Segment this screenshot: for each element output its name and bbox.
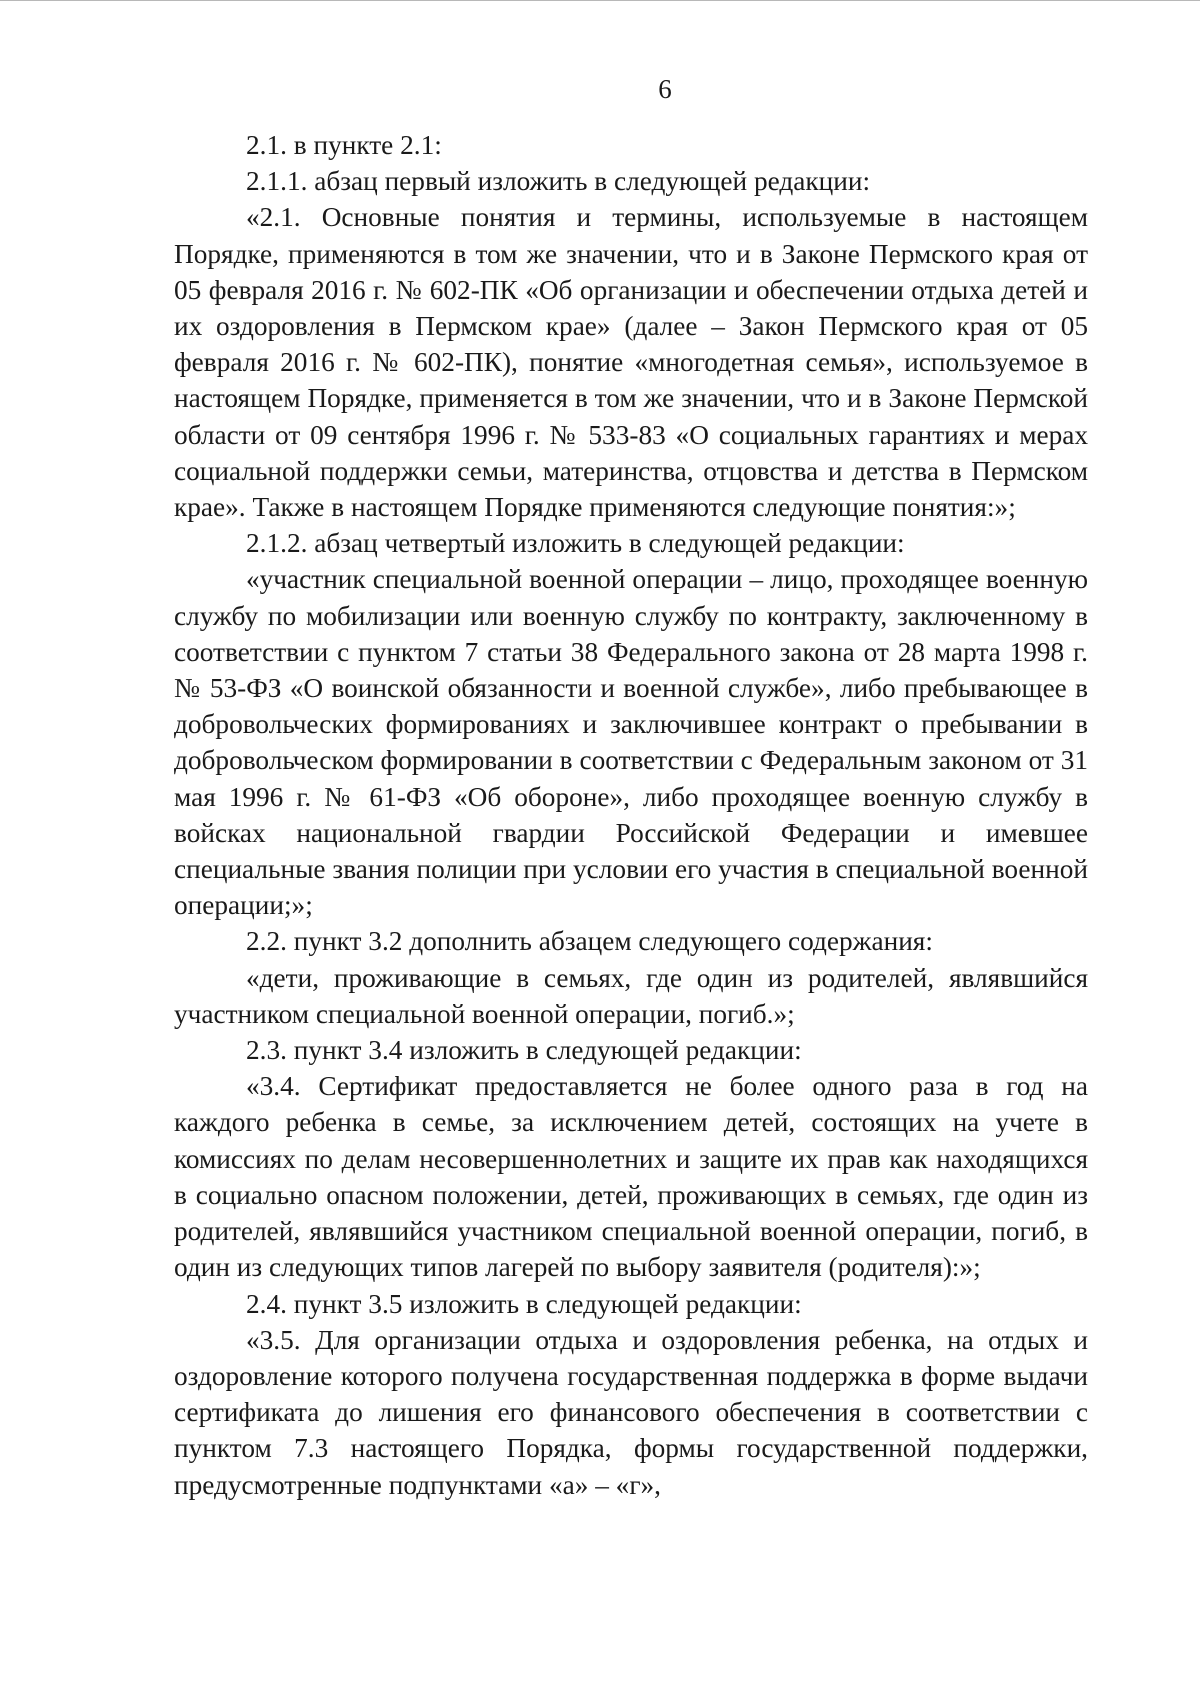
paragraph-2-1: 2.1. в пункте 2.1: — [246, 130, 442, 160]
paragraph-2-2: 2.2. пункт 3.2 дополнить абзацем следующего содержания: — [246, 926, 933, 957]
paragraph-2-4: 2.4. пункт 3.5 изложить в следующей редакции: — [246, 1288, 802, 1319]
quoted-paragraph-2-1: «2.1. Основные понятия и термины, используемые в настоящем Порядке, применяются в том же значении, что и в Законе Пермского края от 05 февраля 2016 г. № 602-ПК «Об организации и обеспечении отдыха детей и их оздоровления в Пермском крае» (далее – Закон Пермского края от 05 февраля 2016 г. № 602-ПК), понятие «многодетная семья», используемое в настоящем Порядке, применяется в том же значении, что и в Законе Пермской области от 09 сентября 1996 г. № 533-83 «О социальных гарантиях и мерах социальной поддержки семьи, материнства, отцовства и детства в Пермском крае». Также в настоящем Порядке применяются следующие понятия:»; — [174, 202, 1088, 523]
quoted-paragraph-children: «дети, проживающие в семьях, где один из родителей, являвшийся участником специальной военной операции, погиб.»; — [174, 962, 1088, 1029]
paragraph-2-3: 2.3. пункт 3.4 изложить в следующей редакции: — [246, 1035, 802, 1066]
paragraph-2-1-2: 2.1.2. абзац четвертый изложить в следующей редакции: — [246, 528, 905, 559]
quoted-paragraph-3-4: «3.4. Сертификат предоставляется не более одного раза в год на каждого ребенка в семье, за исключением детей, состоящих на учете в комиссиях по делам несовершеннолетних и защите их прав как находящихся в социально опасном положении, детей, проживающих в семьях, где один из родителей, являвшийся участником специальной военной операции, погиб, в один из следующих типов лагерей по выбору заявителя (родителя):»; — [174, 1071, 1088, 1283]
quoted-paragraph-3-5: «3.5. Для организации отдыха и оздоровления ребенка, на отдых и оздоровление которого получена государственная поддержка в форме выдачи сертификата до лишения его финансового обеспечения в соответствии с пунктом 7.3 настоящего Порядка, формы государственной поддержки, предусмотренные подпунктами «а» – «г», — [174, 1324, 1088, 1500]
quoted-paragraph-participant-definition: «участник специальной военной операции – лицо, проходящее военную службу по мобилизации или военную службу по контракту, заключенному в соответствии с пунктом 7 статьи 38 Федерального закона от 28 марта 1998 г. № 53-ФЗ «О воинской обязанности и военной службе», либо пребывающее в добровольческих формированиях и заключившее контракт о пребывании в добровольческом формировании в соответствии с Федеральным законом от 31 мая 1996 г. № 61-ФЗ «Об обороне», либо проходящее военную службу в войсках национальной гвардии Российской Федерации и имевшее специальные звания полиции при условии его участия в специальной военной операции;»; — [174, 564, 1088, 921]
page-number: 6 — [658, 74, 672, 104]
paragraph-2-1-1: 2.1.1. абзац первый изложить в следующей редакции: — [246, 166, 871, 197]
document-body — [174, 127, 1088, 1503]
